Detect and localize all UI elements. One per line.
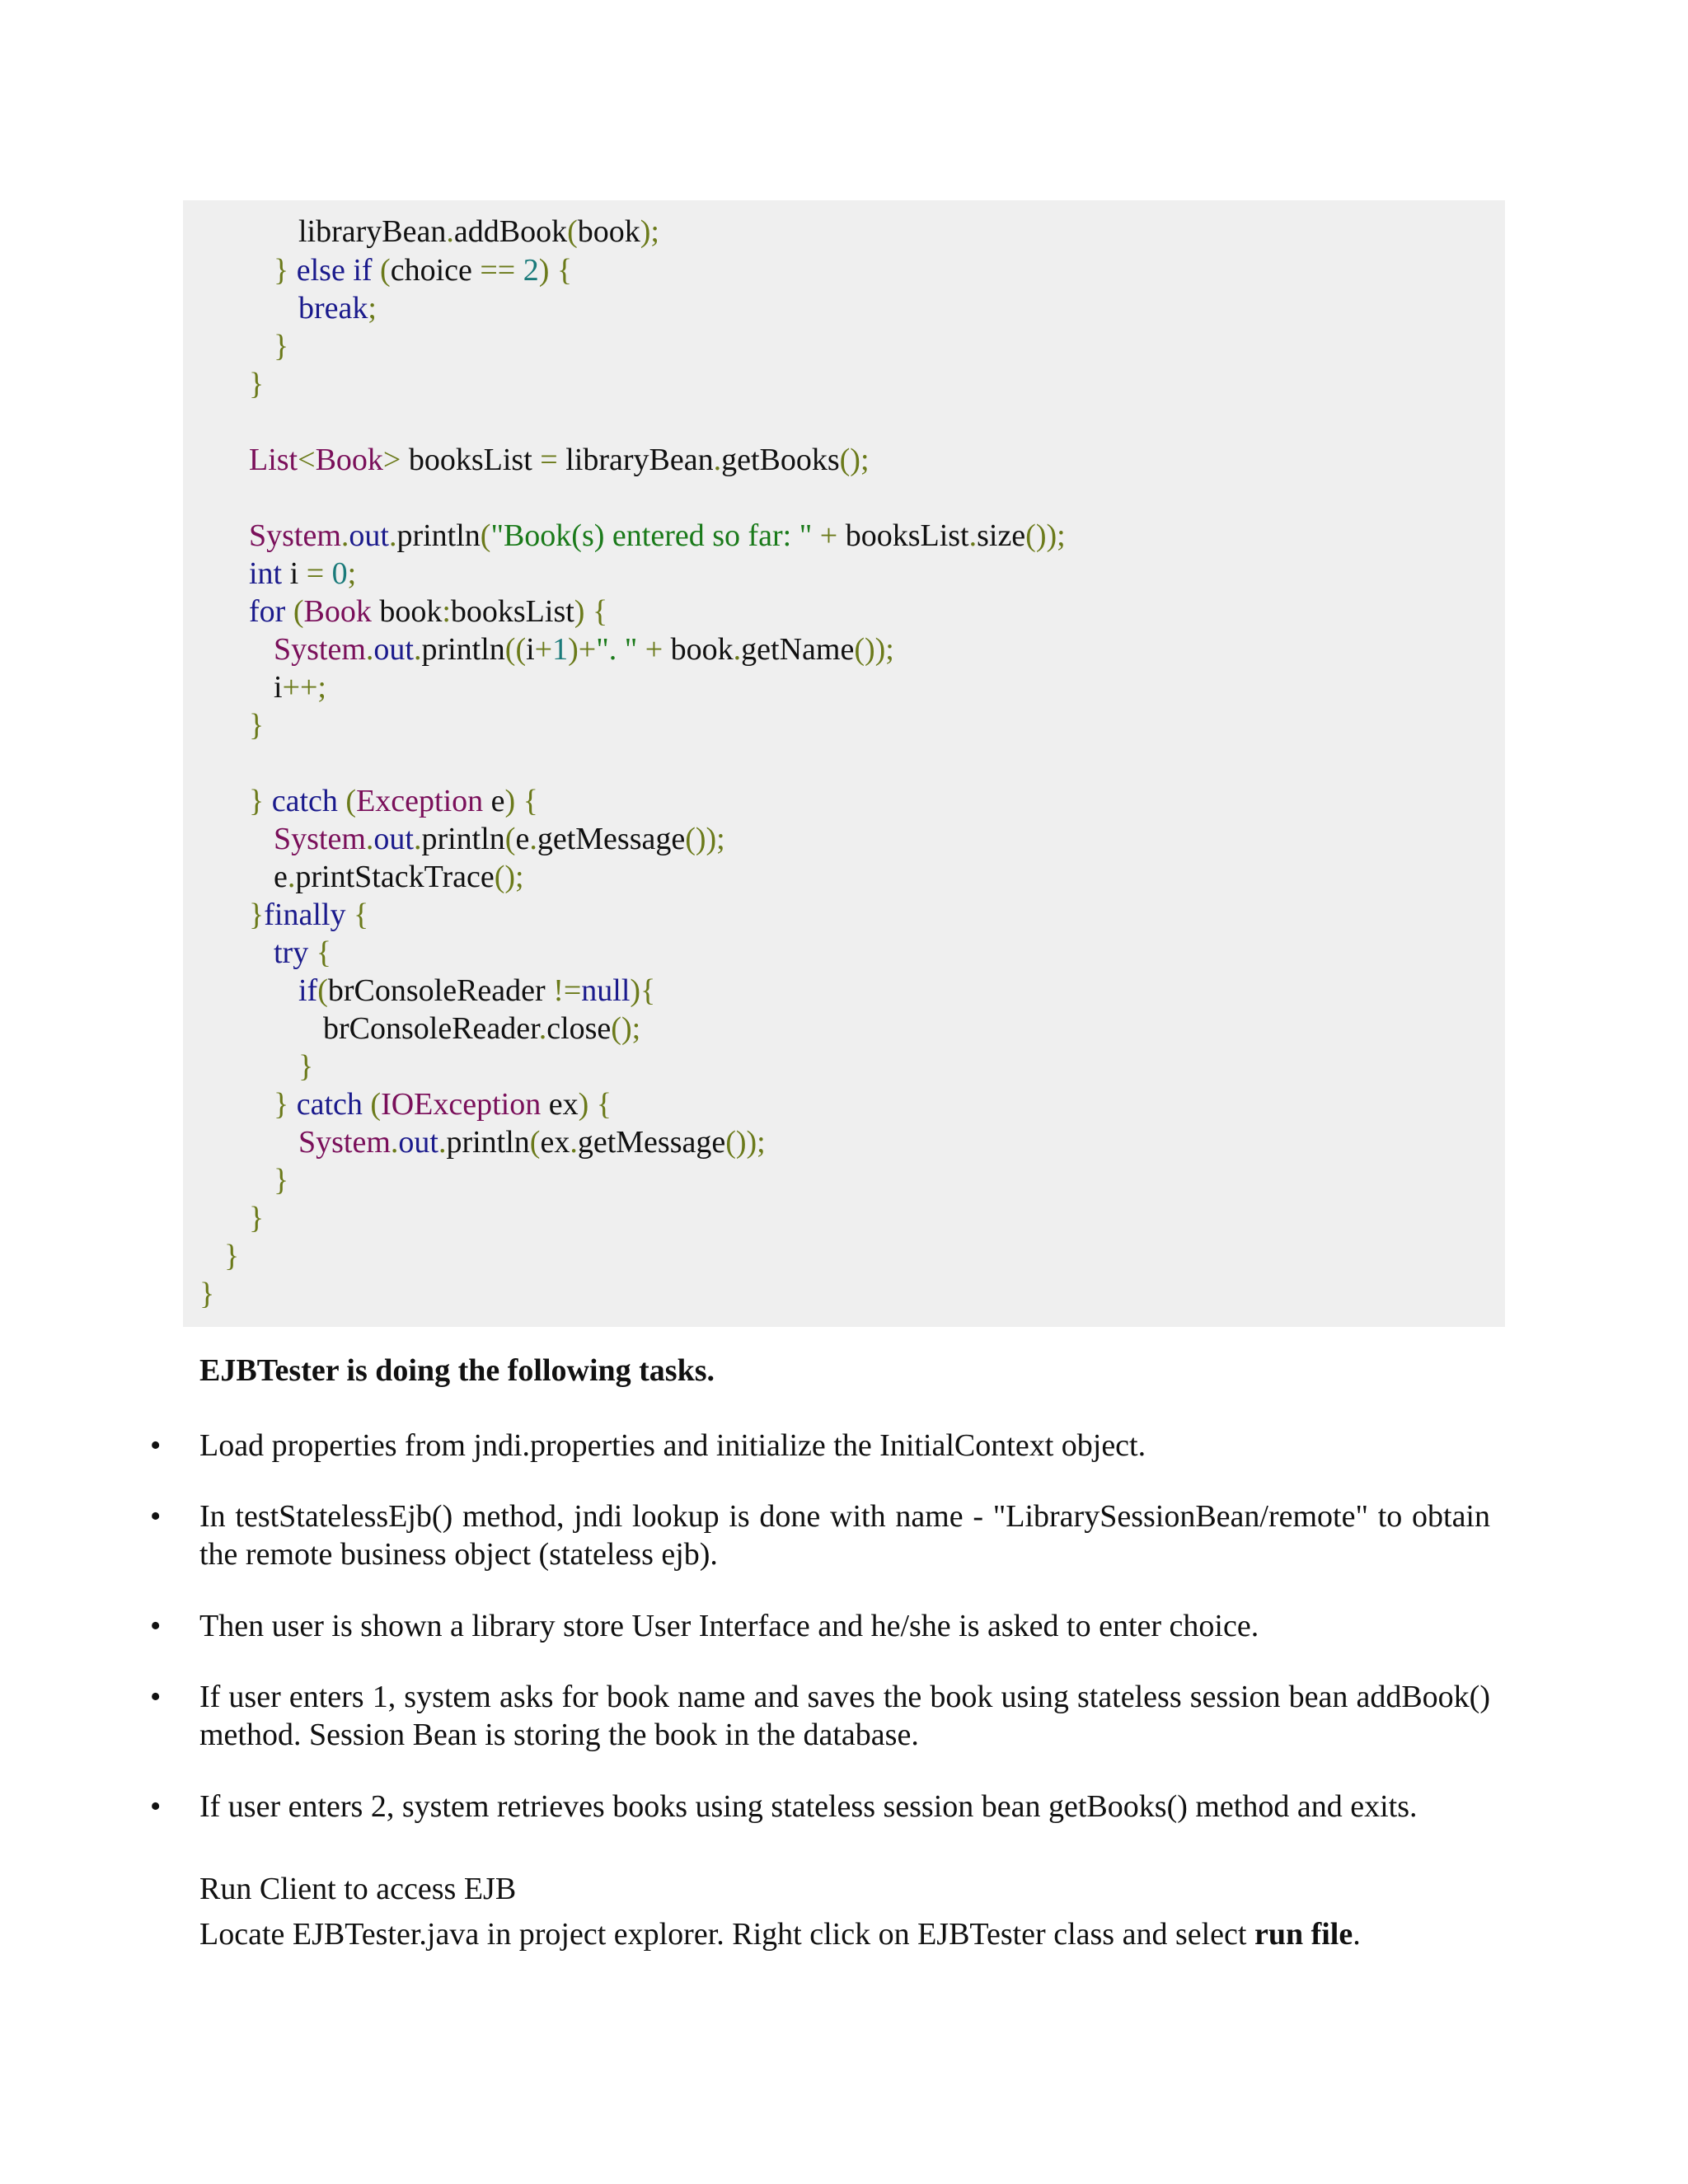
bullet-marker: • <box>150 1499 162 1534</box>
code-line <box>274 1161 288 1199</box>
code-token: : <box>442 594 451 629</box>
code-line <box>274 668 326 706</box>
code-line <box>298 213 659 251</box>
code-token: e <box>274 860 288 894</box>
code-token: = <box>306 556 332 591</box>
code-token: else if <box>296 253 381 288</box>
code-token: book <box>670 632 734 667</box>
code-token: . <box>968 518 978 553</box>
code-token: } <box>274 1087 297 1122</box>
code-token: println <box>396 518 481 553</box>
bullet-marker: • <box>150 1789 162 1824</box>
code-token: ( <box>504 822 516 856</box>
bullet-item-5: If user enters 2, system retrieves books using stateless session bean getBooks() method and exits. <box>199 1789 1418 1824</box>
code-line <box>274 858 524 896</box>
code-token: } <box>199 1277 215 1311</box>
code-token: IOException <box>381 1087 549 1122</box>
code-token: . <box>340 518 349 553</box>
code-token: null <box>581 973 631 1008</box>
code-token: ( <box>567 214 578 249</box>
code-block <box>183 200 1505 1327</box>
code-token: } <box>274 329 289 363</box>
code-line <box>249 555 356 593</box>
code-token: getName <box>741 632 855 667</box>
code-token: i <box>274 670 283 705</box>
code-line <box>224 1237 239 1275</box>
code-line <box>323 1010 640 1047</box>
code-token: . <box>287 860 296 894</box>
code-token: } <box>249 367 265 401</box>
code-token: . <box>446 214 454 249</box>
code-token: addBook <box>453 214 568 249</box>
code-token: int <box>249 556 290 591</box>
bullet-marker: • <box>150 1609 162 1643</box>
code-token: < <box>298 443 316 477</box>
code-token: System <box>249 518 341 553</box>
code-token: ()); <box>685 822 725 856</box>
code-token: finally <box>264 898 354 932</box>
code-line <box>298 1047 313 1085</box>
run-client-title: Run Client to access EJB <box>199 1872 517 1906</box>
code-token: booksList <box>408 443 541 477</box>
bullet-marker: • <box>150 1428 162 1463</box>
code-token: System <box>274 822 366 856</box>
code-token: out <box>373 822 414 856</box>
code-token: . <box>413 632 422 667</box>
code-token: getBooks <box>721 443 840 477</box>
code-token: . <box>365 822 374 856</box>
code-token: . <box>388 518 397 553</box>
code-token: } <box>249 898 265 932</box>
code-line <box>249 706 264 744</box>
code-token: ( <box>529 1125 541 1160</box>
code-token: ( <box>480 518 491 553</box>
code-token: (); <box>839 443 870 477</box>
code-token: getMessage <box>537 822 686 856</box>
code-token: System <box>274 632 366 667</box>
code-token: + <box>637 632 671 667</box>
code-token: ; <box>347 556 357 591</box>
code-token: catch <box>296 1087 371 1122</box>
code-token: out <box>349 518 389 553</box>
code-line <box>298 289 377 327</box>
code-token: ) { <box>574 594 608 629</box>
code-token: getMessage <box>577 1125 726 1160</box>
code-line <box>249 782 538 820</box>
bullet-item-1: Load properties from jndi.properties and initialize the InitialContext object. <box>199 1428 1146 1463</box>
code-token: } <box>224 1239 240 1273</box>
code-line <box>274 630 894 668</box>
code-token: ) { <box>504 784 538 818</box>
code-line <box>249 896 368 934</box>
code-token: close <box>546 1011 612 1046</box>
code-token: printStackTrace <box>295 860 495 894</box>
code-token: . <box>529 822 537 856</box>
code-token: libraryBean <box>298 214 447 249</box>
code-token: ( <box>317 973 328 1008</box>
code-token: println <box>446 1125 530 1160</box>
run-file-label: run file <box>1254 1917 1353 1952</box>
code-token: size <box>977 518 1026 553</box>
code-token: 1 <box>552 632 569 667</box>
code-token: Book <box>315 443 383 477</box>
code-token: ()); <box>1025 518 1066 553</box>
code-token: ()); <box>854 632 894 667</box>
code-token: i <box>526 632 535 667</box>
code-token: e <box>515 822 530 856</box>
code-token: 0 <box>331 556 348 591</box>
code-line <box>274 327 288 365</box>
code-token: if <box>298 973 318 1008</box>
code-line <box>249 441 870 479</box>
code-token: brConsoleReader <box>323 1011 539 1046</box>
code-token: . <box>570 1125 578 1160</box>
code-token: . <box>390 1125 399 1160</box>
code-token: List <box>249 443 298 477</box>
code-token: ; <box>368 291 377 326</box>
bullet-item-2: In testStatelessEjb() method, jndi lookup is done with name - "LibrarySessionBean/remote" to obtain the remote business object (stateless ejb). <box>199 1499 1490 1572</box>
code-token: ) { <box>578 1087 612 1122</box>
code-line <box>298 972 655 1010</box>
code-token: ()); <box>725 1125 766 1160</box>
code-token: . <box>438 1125 447 1160</box>
code-token: ( <box>345 784 357 818</box>
code-line <box>249 1199 264 1237</box>
code-token: } <box>249 708 265 743</box>
code-line <box>249 517 1066 555</box>
code-token: { <box>316 935 331 970</box>
code-token: . <box>713 443 722 477</box>
code-token: + <box>534 632 553 667</box>
code-token: } <box>274 1163 289 1197</box>
code-token: brConsoleReader <box>327 973 554 1008</box>
code-token: ( <box>293 594 304 629</box>
code-line <box>249 593 607 630</box>
code-token: catch <box>271 784 346 818</box>
code-token: libraryBean <box>565 443 714 477</box>
code-token: (); <box>611 1011 641 1046</box>
code-token: ex <box>540 1125 570 1160</box>
code-token: . <box>538 1011 547 1046</box>
bullet-item-4: If user enters 1, system asks for book name and saves the book using stateless session bean addBook() method. Session Bean is storing the book in the database. <box>199 1680 1490 1752</box>
code-line <box>199 1275 214 1313</box>
code-line <box>274 1085 612 1123</box>
code-line <box>298 1123 766 1161</box>
code-token: . <box>413 822 422 856</box>
code-line <box>274 820 725 858</box>
code-token: > <box>382 443 409 477</box>
code-token: ); <box>640 214 659 249</box>
code-token: try <box>274 935 316 970</box>
code-token: } <box>298 1049 314 1084</box>
code-token: { <box>353 898 369 932</box>
code-token: "Book(s) entered so far: " <box>490 518 813 553</box>
code-token: } <box>274 253 297 288</box>
section-heading: EJBTester is doing the following tasks. <box>199 1353 715 1388</box>
code-token: } <box>249 1201 265 1235</box>
code-token: (); <box>494 860 524 894</box>
code-token: book <box>379 594 443 629</box>
code-token: 2 <box>523 253 539 288</box>
code-token: i <box>289 556 307 591</box>
code-token: ". " <box>596 632 638 667</box>
code-token: + <box>812 518 846 553</box>
code-token: ex <box>548 1087 579 1122</box>
code-token: booksList <box>450 594 574 629</box>
code-token: Book <box>303 594 380 629</box>
code-line <box>274 251 572 289</box>
code-token: . <box>733 632 742 667</box>
code-token: println <box>421 632 505 667</box>
code-token: == <box>480 253 523 288</box>
code-token: ( <box>380 253 391 288</box>
code-token: ){ <box>630 973 656 1008</box>
code-token: choice <box>390 253 481 288</box>
run-client-instruction <box>199 1915 1361 1953</box>
code-token: ++; <box>282 670 326 705</box>
code-token: ) { <box>538 253 573 288</box>
code-token: )+ <box>568 632 597 667</box>
code-token: ( <box>370 1087 382 1122</box>
code-token: } <box>249 784 272 818</box>
code-token: break <box>298 291 368 326</box>
code-line <box>249 365 264 403</box>
bullet-item-3: Then user is shown a library store User Interface and he/she is asked to enter choice. <box>199 1609 1259 1643</box>
code-token: . <box>365 632 374 667</box>
instruction-text: Locate EJBTester.java in project explorer. Right click on EJBTester class and select <box>199 1917 1254 1952</box>
instruction-end: . <box>1353 1917 1361 1952</box>
code-token: out <box>398 1125 438 1160</box>
code-token: for <box>249 594 293 629</box>
code-token: out <box>373 632 414 667</box>
code-token: Exception <box>356 784 491 818</box>
code-token: book <box>577 214 640 249</box>
code-token: e <box>490 784 505 818</box>
code-token: = <box>540 443 566 477</box>
code-token: println <box>421 822 505 856</box>
code-line <box>274 934 331 972</box>
code-token: (( <box>504 632 527 667</box>
code-token: != <box>553 973 582 1008</box>
bullet-marker: • <box>150 1680 162 1714</box>
code-token: booksList <box>845 518 969 553</box>
code-token: System <box>298 1125 391 1160</box>
